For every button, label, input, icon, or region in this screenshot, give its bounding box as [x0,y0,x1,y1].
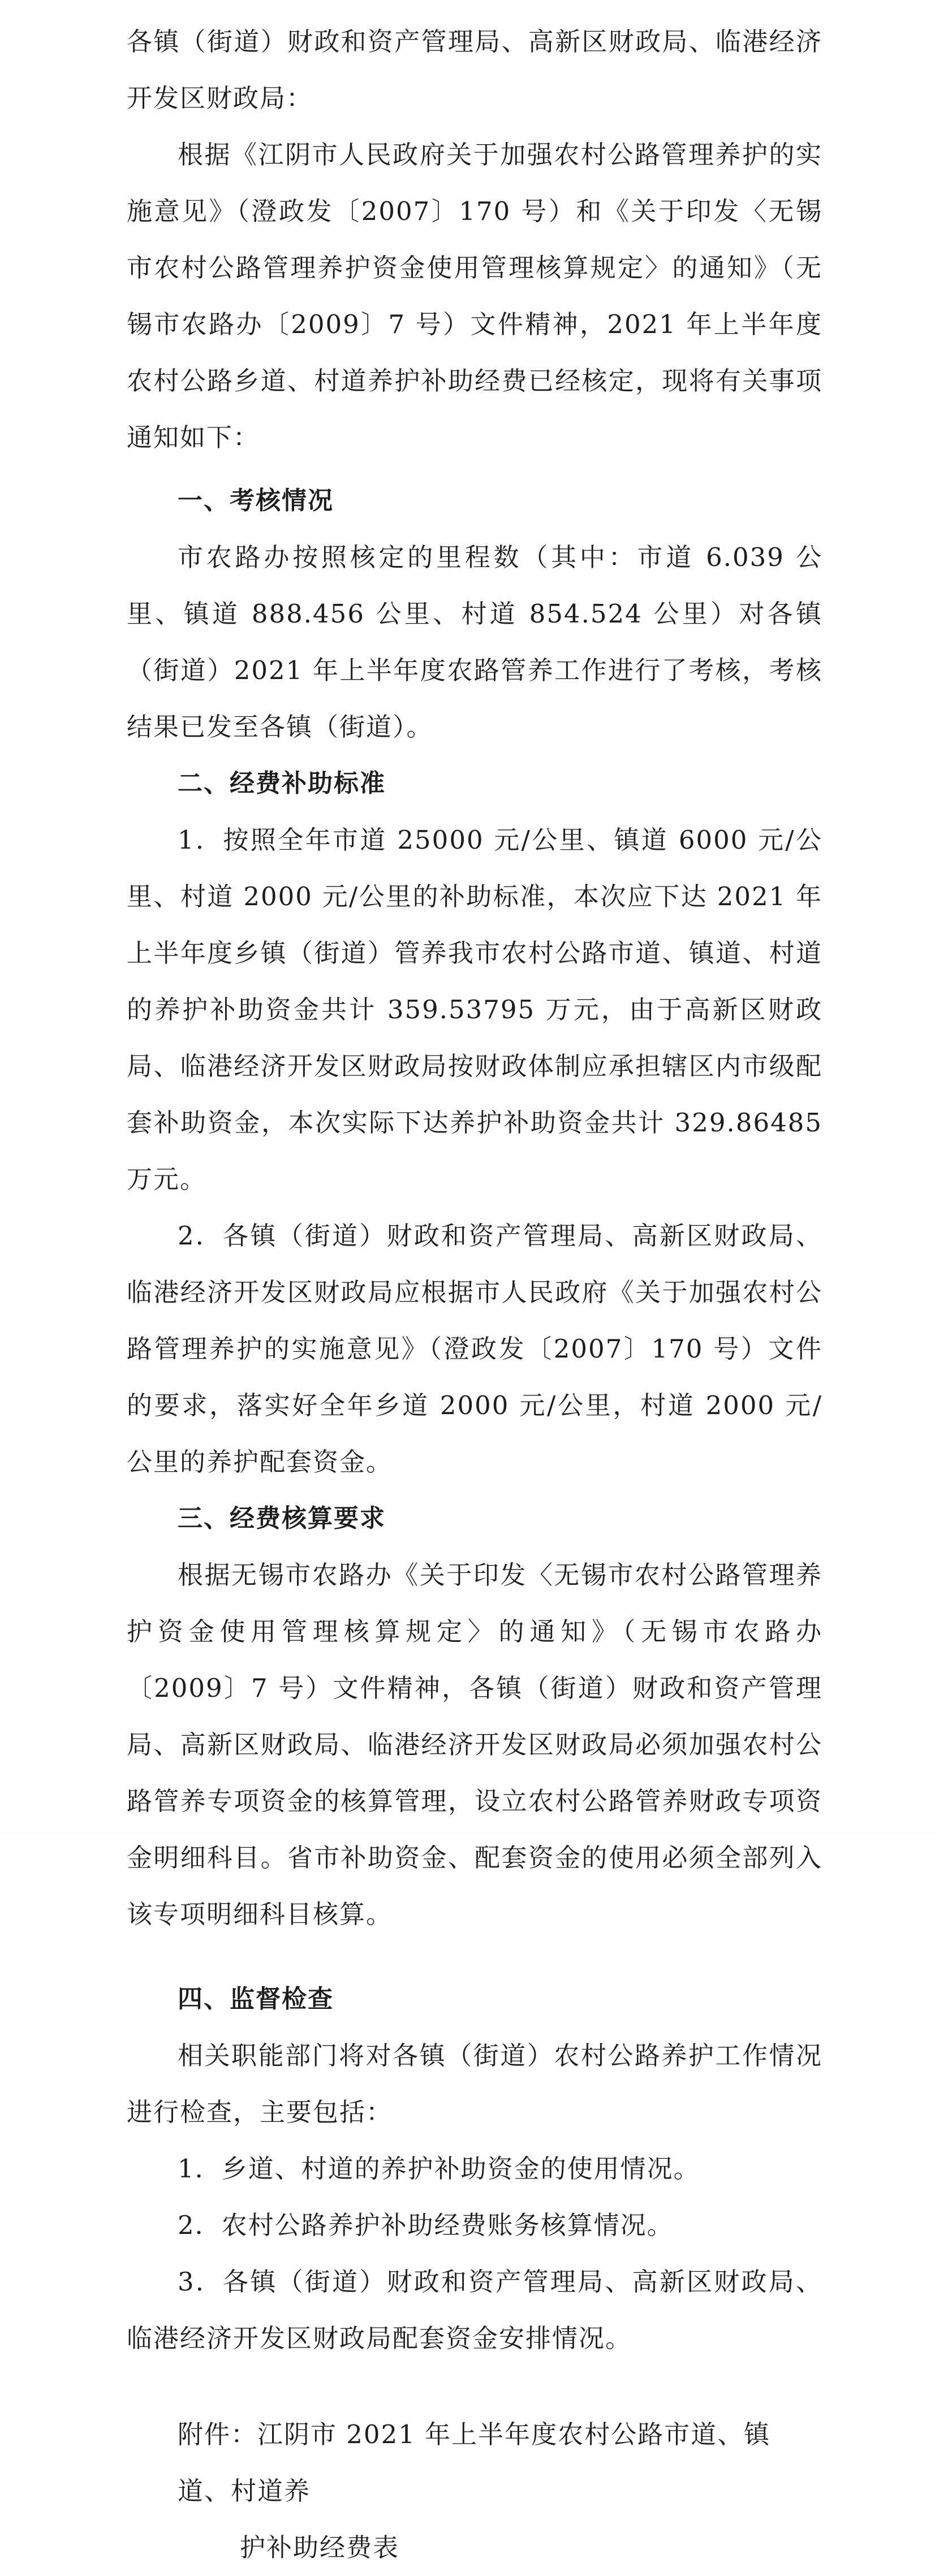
section-heading-supervision: 四、监督检查 [178,1985,334,2013]
section-heading-assessment: 一、考核情况 [178,486,334,515]
attachment-line-2: 护补助经费表 [240,2532,400,2562]
supervision-item-3: 3．各镇（街道）财政和资产管理局、高新区财政局、临港经济开发区财政局配套资金安排情况。 [127,2267,822,2353]
subsidy-item-2: 2．各镇（街道）财政和资产管理局、高新区财政局、临港经济开发区财政局应根据市人民政府《关于加强农村公路管理养护的实施意见》（澄政发〔2007〕170 号）文件的要求，落实好全年乡道 2000 元/公里，村道 2000 元/公里的养护配套资金。 [127,1221,822,1477]
section-body-assessment: 市农路办按照核定的里程数（其中：市道 6.039 公里、镇道 888.456 公里、村道 854.524 公里）对各镇（街道）2021 年上半年度农路管养工作进行了考核，考核结果已发至各镇（街道）。 [127,542,822,742]
section-heading-accounting: 三、经费核算要求 [178,1504,386,1533]
attachment-line-1: 附件：江阴市 2021 年上半年度农村公路市道、镇道、村道养 [178,2419,771,2506]
supervision-item-1: 1．乡道、村道的养护补助资金的使用情况。 [178,2154,700,2184]
section-body-supervision: 相关职能部门将对各镇（街道）农村公路养护工作情况进行检查，主要包括： [127,2041,822,2127]
supervision-item-2: 2．农村公路养护补助经费账务核算情况。 [178,2210,674,2240]
addressee: 各镇（街道）财政和资产管理局、高新区财政局、临港经济开发区财政局： [127,27,822,113]
section-heading-subsidy-standard: 二、经费补助标准 [178,769,386,798]
section-body-accounting: 根据无锡市农路办《关于印发〈无锡市农村公路管理养护资金使用管理核算规定〉的通知》（无锡市农路办〔2009〕7 号）文件精神，各镇（街道）财政和资产管理局、高新区财政局、临港经济开发区财政局必须加强农村公路管养专项资金的核算管理，设立农村公路管养财政专项资金明细科目。省市补助资金、配套资金的使用必须全部列入该专项明细科目核算。 [127,1560,822,1929]
intro-paragraph: 根据《江阴市人民政府关于加强农村公路管理养护的实施意见》（澄政发〔2007〕170 号）和《关于印发〈无锡市农村公路管理养护资金使用管理核算规定〉的通知》（无锡市农路办〔2009〕7 号）文件精神，2021 年上半年度农村公路乡道、村道养护补助经费已经核定，现将有关事项通知如下： [127,140,822,452]
attachment-note [127,2406,822,2576]
document-body [127,14,822,2576]
subsidy-item-1: 1．按照全年市道 25000 元/公里、镇道 6000 元/公里、村道 2000 元/公里的补助标准，本次应下达 2021 年上半年度乡镇（街道）管养我市农村公路市道、镇道、村道的养护补助资金共计 359.53795 万元，由于高新区财政局、临港经济开发区财政局按财政体制应承担辖区内市级配套补助资金，本次实际下达养护补助资金共计 329.86485 万元。 [127,825,822,1194]
